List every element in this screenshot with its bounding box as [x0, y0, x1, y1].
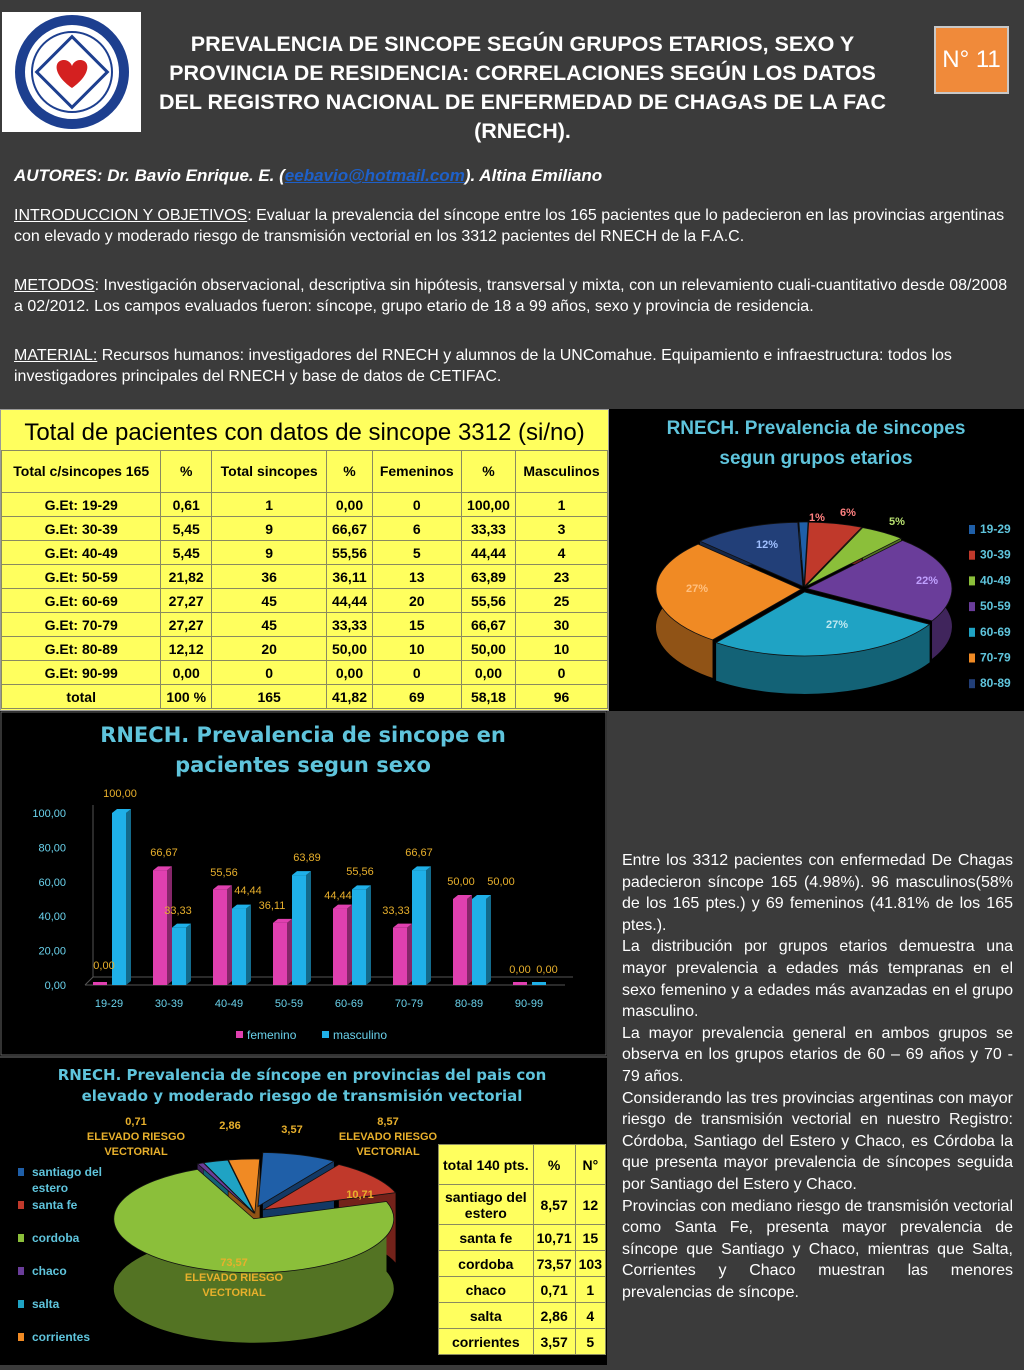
x-tick-label: 30-39 — [154, 998, 184, 1010]
age-pie-label: 6% — [840, 507, 856, 519]
authors-suffix: ). Altina Emiliano — [464, 166, 603, 185]
province-table — [438, 1144, 606, 1355]
bar-femenino — [333, 909, 347, 985]
table-cell: 100 % — [161, 685, 212, 709]
intro-label: INTRODUCCION Y OBJETIVOS — [14, 207, 248, 224]
bar-femenino — [213, 889, 227, 985]
province-table-cell: santa fe — [439, 1225, 534, 1251]
legend-swatch — [969, 628, 975, 637]
province-pie-note: ELEVADO RIESGO — [86, 1131, 186, 1143]
bar-femenino — [153, 870, 167, 985]
bar-side — [186, 924, 191, 985]
province-legend-label: estero — [32, 1181, 69, 1195]
table-cell: 4 — [516, 541, 608, 565]
province-legend-label: salta — [32, 1297, 60, 1311]
table-cell: 6 — [372, 517, 461, 541]
age-pie-title: RNECH. Prevalencia de sincopes segun grupos etarios — [666, 418, 966, 469]
bar-femenino — [513, 982, 527, 985]
age-pie-label: 27% — [825, 619, 849, 631]
table-row — [2, 565, 608, 589]
table-cell: 36,11 — [327, 565, 372, 589]
y-tick-label: 100,00 — [32, 808, 66, 820]
summary-paragraph: La mayor prevalencia general en ambos grupos se observa en los grupos etarios de 60 – 69 años y 70 - 79 años. — [622, 1024, 1013, 1085]
syncope-table-title: Total de pacientes con datos de sincope 3312 (si/no) — [24, 419, 585, 446]
province-header-cell: N° — [575, 1145, 605, 1185]
province-table-cell: 3,57 — [533, 1329, 575, 1355]
bar-data-label: 66,67 — [150, 847, 178, 859]
table-cell: 27,27 — [161, 589, 212, 613]
table-cell: 0 — [211, 661, 326, 685]
age-legend-label: 19-29 — [980, 522, 1011, 536]
province-table-body — [439, 1145, 606, 1355]
authors-prefix: AUTORES: Dr. Bavio Enrique. E. ( — [14, 166, 285, 185]
province-pie-label: 2,86 — [219, 1120, 241, 1132]
table-cell: 33,33 — [327, 613, 372, 637]
province-table-cell: santiago del estero — [439, 1185, 534, 1225]
age-pie-chart-panel — [609, 409, 1024, 711]
province-table-cell: corrientes — [439, 1329, 534, 1355]
table-cell: 20 — [211, 637, 326, 661]
province-pie-label: 73,57 — [220, 1257, 248, 1269]
bar-side — [366, 885, 371, 985]
table-cell: 58,18 — [461, 685, 515, 709]
age-legend-label: 30-39 — [980, 547, 1011, 562]
table-cell: 41,82 — [327, 685, 372, 709]
bar-data-label: 44,44 — [324, 890, 352, 902]
bar-masculino — [292, 875, 306, 985]
table-cell: 15 — [372, 613, 461, 637]
legend-swatch — [969, 679, 975, 688]
bar-data-label: 36,11 — [258, 900, 286, 912]
province-table-cell: cordoba — [439, 1251, 534, 1277]
province-table-cell: salta — [439, 1303, 534, 1329]
table-cell: G.Et: 80-89 — [2, 637, 161, 661]
legend-swatch — [969, 525, 975, 534]
table-cell: G.Et: 50-59 — [2, 565, 161, 589]
table-row — [2, 589, 608, 613]
bar-masculino — [172, 928, 186, 985]
material-label: MATERIAL: — [14, 347, 98, 364]
province-pie-chart-panel — [0, 1058, 607, 1365]
table-cell: 1 — [516, 493, 608, 517]
fac-logo-emblem — [12, 16, 132, 128]
authors-line — [14, 166, 602, 186]
table-cell: 0,00 — [327, 661, 372, 685]
table-cell: G.Et: 70-79 — [2, 613, 161, 637]
table-cell: 45 — [211, 589, 326, 613]
x-tick-label: 70-79 — [394, 998, 424, 1010]
table-cell: 3 — [516, 517, 608, 541]
table-cell: G.Et: 19-29 — [2, 493, 161, 517]
table-cell: 9 — [211, 517, 326, 541]
table-cell: 66,67 — [461, 613, 515, 637]
table-cell: 0 — [516, 661, 608, 685]
province-legend-label: corrientes — [32, 1330, 91, 1344]
table-cell: 9 — [211, 541, 326, 565]
x-tick-label: 19-29 — [94, 998, 124, 1010]
table-cell: 50,00 — [327, 637, 372, 661]
material-paragraph — [14, 345, 1014, 387]
table-row — [2, 517, 608, 541]
table-cell: 25 — [516, 589, 608, 613]
province-table-row — [439, 1277, 606, 1303]
table-header-cell: % — [161, 451, 212, 493]
bar-masculino — [412, 870, 426, 985]
province-legend-label: santiago del — [32, 1165, 103, 1179]
province-table-cell: chaco — [439, 1277, 534, 1303]
material-text: Recursos humanos: investigadores del RNECH y alumnos de la UNComahue. Equipamiento e infraestructura: todos los investigadores principales del RNECH y base de datos de CETIFAC. — [14, 347, 952, 385]
methods-paragraph — [14, 275, 1014, 317]
table-cell: 0,61 — [161, 493, 212, 517]
results-summary — [622, 850, 1013, 1303]
province-legend-label: chaco — [32, 1264, 67, 1278]
table-header-cell: Femeninos — [372, 451, 461, 493]
province-table-cell: 103 — [575, 1251, 605, 1277]
table-header-cell: Total sincopes — [211, 451, 326, 493]
bar-legend-label: femenino — [247, 1028, 297, 1042]
table-cell: 21,82 — [161, 565, 212, 589]
summary-paragraph: Provincias con mediano riesgo de transmisión vectorial como Santa Fe, presenta mayor prevalencia de síncope que Santiago y Chaco, mientras que Salta, Corrientes y Chaco muestran las menores prevalencias de síncope. — [622, 1197, 1013, 1301]
x-tick-label: 80-89 — [454, 998, 484, 1010]
legend-swatch — [18, 1168, 24, 1176]
age-legend-label: 60-69 — [980, 624, 1011, 639]
province-pie-note: ELEVADO RIESGO — [184, 1272, 284, 1284]
bar-data-label: 0,00 — [93, 960, 115, 972]
table-cell: 55,56 — [461, 589, 515, 613]
y-tick-label: 80,00 — [38, 842, 66, 855]
legend-swatch — [18, 1267, 24, 1275]
table-cell: 55,56 — [327, 541, 372, 565]
bar-data-label: 50,00 — [487, 876, 515, 888]
table-cell: total — [2, 685, 161, 709]
bar-chart-title: RNECH. Prevalencia de sincope en pacientes segun sexo — [100, 723, 506, 777]
fac-logo — [2, 12, 141, 132]
bar-side — [486, 895, 491, 985]
table-cell: 1 — [211, 493, 326, 517]
province-header-cell: total 140 pts. — [439, 1145, 534, 1185]
province-legend-label: cordoba — [32, 1231, 80, 1245]
province-table-cell: 4 — [575, 1303, 605, 1329]
age-pie-label: 5% — [889, 516, 905, 528]
bar-side — [467, 895, 472, 985]
y-tick-label: 0,00 — [44, 980, 66, 992]
table-cell: 5,45 — [161, 517, 212, 541]
bar-femenino — [273, 923, 287, 985]
pie-slices — [656, 522, 952, 694]
table-cell: 12,12 — [161, 637, 212, 661]
bar-masculino — [532, 982, 546, 985]
sex-bar-chart — [0, 711, 607, 1056]
pie-slices — [114, 1152, 396, 1342]
x-tick-label: 50-59 — [274, 998, 304, 1010]
bar-data-label: 100,00 — [103, 788, 137, 800]
table-cell: 33,33 — [461, 517, 515, 541]
bar-femenino — [93, 982, 107, 985]
intro-text: : Evaluar la prevalencia del síncope entre los 165 pacientes que lo padecieron en las provincias argentinas con elevado y moderado riesgo de transmisión vectorial en los 3312 pacientes del RNECH de la F.A.C. — [14, 207, 1005, 245]
bar-data-label: 33,33 — [164, 905, 192, 917]
syncope-table-header — [2, 451, 608, 493]
bar-data-label: 66,67 — [405, 847, 433, 859]
table-cell: 66,67 — [327, 517, 372, 541]
province-pie-note: VECTORIAL — [104, 1146, 168, 1158]
province-table-cell: 73,57 — [533, 1251, 575, 1277]
legend-swatch — [18, 1300, 24, 1308]
province-pie-label: 8,57 — [377, 1116, 399, 1128]
table-cell: 96 — [516, 685, 608, 709]
legend-swatch — [322, 1031, 329, 1038]
syncope-table — [1, 450, 608, 709]
y-tick-label: 40,00 — [38, 911, 66, 924]
province-table-cell: 15 — [575, 1225, 605, 1251]
age-legend-label: 50-59 — [980, 599, 1011, 614]
age-pie-label: 12% — [755, 539, 779, 551]
province-table-row — [439, 1329, 606, 1355]
province-table-header — [439, 1145, 606, 1185]
legend-swatch — [969, 654, 975, 663]
age-legend-label: 40-49 — [980, 573, 1011, 588]
legend-swatch — [969, 602, 975, 611]
table-cell: 27,27 — [161, 613, 212, 637]
intro-paragraph — [14, 205, 1014, 247]
table-cell: 5,45 — [161, 541, 212, 565]
table-cell: 165 — [211, 685, 326, 709]
table-cell: 0 — [372, 661, 461, 685]
bar-masculino — [232, 909, 246, 985]
province-pie-note: VECTORIAL — [202, 1287, 266, 1299]
x-tick-label: 90-99 — [514, 998, 544, 1010]
table-cell: 69 — [372, 685, 461, 709]
x-tick-label: 60-69 — [334, 998, 364, 1010]
province-pie-label: 3,57 — [281, 1124, 303, 1136]
table-row — [2, 637, 608, 661]
province-table-cell: 10,71 — [533, 1225, 575, 1251]
age-pie-label: 22% — [915, 575, 939, 587]
summary-paragraph: La distribución por grupos etarios demuestra una mayor prevalencia a edades más tempranas en el sexo femenino y a edades más avanzadas en el grupo masculino. — [622, 938, 1013, 1021]
bar-data-label: 50,00 — [447, 876, 475, 888]
syncope-table-panel — [0, 409, 609, 711]
table-cell: 63,89 — [461, 565, 515, 589]
bar-masculino — [352, 889, 366, 985]
bar-data-label: 44,44 — [234, 885, 262, 897]
table-header-cell: % — [327, 451, 372, 493]
summary-paragraph: Considerando las tres provincias argentinas con mayor riesgo de transmisión vectorial en nuestro Registro: Córdoba, Santiago del Estero y Chaco, es Córdoba la que presenta mayor prevalencia de síncopes seguida por Santiago del Estero y Chaco. — [622, 1089, 1013, 1193]
table-cell: 20 — [372, 589, 461, 613]
age-pie-label: 27% — [685, 583, 709, 595]
table-cell: G.Et: 40-49 — [2, 541, 161, 565]
poster-title: PREVALENCIA DE SINCOPE SEGÚN GRUPOS ETARIOS, SEXO Y PROVINCIA DE RESIDENCIA: CORRELACIONES SEGÚN LOS DATOS DEL REGISTRO NACIONAL DE ENFERMEDAD DE CHAGAS DE LA FAC (RNECH). — [158, 32, 887, 143]
age-legend-label: 70-79 — [980, 650, 1011, 665]
table-cell: 0,00 — [461, 661, 515, 685]
province-table-row — [439, 1225, 606, 1251]
province-table-cell: 1 — [575, 1277, 605, 1303]
bar-data-label: 0,00 — [509, 964, 531, 976]
province-header-cell: % — [533, 1145, 575, 1185]
table-cell: G.Et: 90-99 — [2, 661, 161, 685]
table-header-cell: Masculinos — [516, 451, 608, 493]
table-cell: 0,00 — [327, 493, 372, 517]
bar-side — [246, 905, 251, 985]
province-pie-title: RNECH. Prevalencia de síncope en provincias del pais con elevado y moderado riesgo de transmisión vectorial — [57, 1066, 547, 1105]
table-cell: 45 — [211, 613, 326, 637]
province-table-cell: 8,57 — [533, 1185, 575, 1225]
bar-side — [167, 866, 172, 985]
summary-paragraph: Entre los 3312 pacientes con enfermedad De Chagas padecieron síncope 165 (4.98%). 96 masculinos(58% de los 165 ptes.) y 69 femeninos (41.81% de los 165 ptes.). — [622, 852, 1013, 934]
bar-side — [227, 885, 232, 985]
legend-swatch — [236, 1031, 243, 1038]
table-cell: 0,00 — [161, 661, 212, 685]
bar-femenino — [393, 928, 407, 985]
province-table-cell: 12 — [575, 1185, 605, 1225]
syncope-table-body — [2, 493, 608, 709]
age-legend-label: 80-89 — [980, 676, 1011, 691]
table-cell: 44,44 — [461, 541, 515, 565]
table-cell: G.Et: 30-39 — [2, 517, 161, 541]
legend-swatch — [18, 1234, 24, 1242]
table-cell: 36 — [211, 565, 326, 589]
legend-swatch — [18, 1201, 24, 1209]
table-cell: 23 — [516, 565, 608, 589]
bar-side — [126, 809, 131, 985]
table-cell: 44,44 — [327, 589, 372, 613]
province-pie-note: ELEVADO RIESGO — [338, 1131, 438, 1143]
table-cell: 13 — [372, 565, 461, 589]
province-table-row — [439, 1303, 606, 1329]
bar-side — [287, 919, 292, 985]
methods-label: METODOS — [14, 277, 95, 294]
province-table-cell: 0,71 — [533, 1277, 575, 1303]
bar-data-label: 63,89 — [293, 852, 321, 864]
table-header-cell: % — [461, 451, 515, 493]
author-email-link[interactable]: eebavio@hotmail.com — [284, 166, 465, 185]
table-row — [2, 613, 608, 637]
table-row — [2, 541, 608, 565]
bar-data-label: 0,00 — [536, 964, 558, 976]
province-legend-label: santa fe — [32, 1198, 78, 1212]
sex-bar-chart-panel — [0, 711, 607, 1056]
province-pie-note: VECTORIAL — [356, 1146, 420, 1158]
table-cell: 10 — [372, 637, 461, 661]
table-cell: 5 — [372, 541, 461, 565]
table-cell: 10 — [516, 637, 608, 661]
province-table-cell: 2,86 — [533, 1303, 575, 1329]
table-cell: 0 — [372, 493, 461, 517]
bar-data-label: 55,56 — [346, 866, 374, 878]
table-cell: G.Et: 60-69 — [2, 589, 161, 613]
bar-side — [347, 905, 352, 985]
table-row — [2, 685, 608, 709]
province-pie-label: 0,71 — [125, 1116, 147, 1128]
table-row — [2, 493, 608, 517]
table-cell: 50,00 — [461, 637, 515, 661]
y-tick-label: 60,00 — [38, 876, 66, 889]
province-table-cell: 5 — [575, 1329, 605, 1355]
table-header-cell: Total c/sincopes 165 — [2, 451, 161, 493]
bar-side — [426, 866, 431, 985]
bar-data-label: 33,33 — [382, 905, 410, 917]
bar-legend-label: masculino — [333, 1028, 388, 1042]
table-row — [2, 661, 608, 685]
methods-text: : Investigación observacional, descriptiva sin hipótesis, transversal y mixta, con un relevamiento cuali-cuantitativo desde 08/2008 a 02/2012. Los campos evaluados fueron: síncope, grupo etario de 18 a 99 años, sexo y provincia de residencia. — [14, 277, 1008, 315]
province-table-row — [439, 1185, 606, 1225]
bar-side — [306, 871, 311, 985]
legend-swatch — [18, 1333, 24, 1341]
bar-femenino — [453, 899, 467, 985]
legend-swatch — [969, 551, 975, 560]
age-pie-chart — [609, 409, 1024, 711]
age-pie-label: 1% — [809, 512, 825, 524]
table-cell: 30 — [516, 613, 608, 637]
y-tick-label: 20,00 — [38, 945, 66, 958]
legend-swatch — [969, 576, 975, 585]
bar-side — [407, 924, 412, 985]
bar-masculino — [472, 899, 486, 985]
x-tick-label: 40-49 — [214, 998, 244, 1010]
province-table-row — [439, 1251, 606, 1277]
table-cell: 100,00 — [461, 493, 515, 517]
poster-number-badge: N° 11 — [934, 26, 1009, 94]
province-pie-label: 10,71 — [346, 1189, 374, 1201]
bar-data-label: 55,56 — [210, 867, 238, 879]
